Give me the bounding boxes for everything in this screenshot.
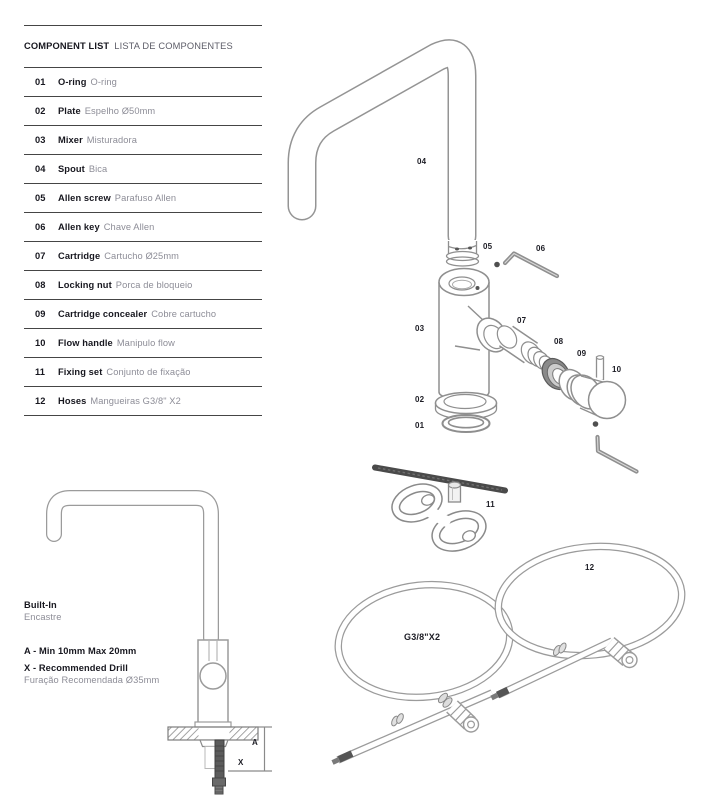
component-row-07: [24, 241, 262, 270]
callout-07: 07: [517, 316, 527, 325]
component-number: 12: [35, 395, 46, 406]
callout-01: 01: [415, 421, 425, 430]
component-number: 05: [35, 192, 46, 203]
dimension-a-label: A: [252, 738, 258, 747]
builtin-title-pt: Encastre: [24, 612, 62, 623]
hose-right-drawing: [492, 538, 688, 698]
component-name-en: Fixing set: [58, 366, 103, 377]
list-title-pt: LISTA DE COMPONENTES: [114, 41, 233, 52]
callout-04: 04: [417, 157, 427, 166]
component-number: 04: [35, 163, 46, 174]
component-row-04: [24, 154, 262, 183]
oring-drawing: [443, 415, 490, 432]
component-name-pt: Misturadora: [86, 134, 137, 145]
component-row-08: [24, 270, 262, 299]
component-name-en: Allen key: [58, 221, 100, 232]
callout-08: 08: [554, 337, 564, 346]
hose-size-label: G3/8"X2: [404, 632, 441, 642]
builtin-title-en: Built-In: [24, 600, 57, 610]
component-name-en: Mixer: [58, 134, 83, 145]
component-name-pt: Bica: [88, 163, 108, 174]
spout-connector-drawing: [447, 240, 479, 266]
component-row-11: [24, 357, 262, 386]
component-name-pt: Chave Allen: [103, 221, 155, 232]
dimension-x-label: X: [238, 758, 244, 767]
component-name-pt: Espelho Ø50mm: [84, 105, 156, 116]
component-name-en: Plate: [58, 105, 81, 116]
allen-key-top-drawing: [505, 254, 557, 277]
component-name-pt: Cobre cartucho: [151, 308, 217, 319]
callout-09: 09: [577, 349, 587, 358]
handle-screw-drawing: [593, 421, 599, 427]
list-title-en: COMPONENT LIST: [24, 41, 110, 52]
component-name-en: Locking nut: [58, 279, 112, 290]
component-number: 02: [35, 105, 46, 116]
builtin-dim-a: A - Min 10mm Max 20mm: [24, 646, 137, 657]
component-name-en: Cartridge concealer: [58, 308, 148, 319]
component-number: 03: [35, 134, 46, 145]
component-number: 06: [35, 221, 46, 232]
component-number: 01: [35, 76, 46, 87]
component-number: 10: [35, 337, 46, 348]
component-name-en: Cartridge: [58, 250, 101, 261]
component-number: 08: [35, 279, 46, 290]
component-row-03: [24, 125, 262, 154]
component-name-pt: Parafuso Allen: [114, 192, 177, 203]
component-name-en: Flow handle: [58, 337, 113, 348]
component-number: 07: [35, 250, 46, 261]
callout-10: 10: [612, 365, 622, 374]
allen-screw-drawing: [494, 262, 500, 268]
callout-11: 11: [486, 500, 495, 509]
component-name-pt: Manipulo flow: [116, 337, 175, 348]
hose-left-drawing: [333, 576, 516, 762]
component-name-pt: Porca de bloqueio: [115, 279, 193, 290]
callout-03: 03: [415, 324, 425, 333]
callout-05: 05: [483, 242, 493, 251]
component-name-pt: Cartucho Ø25mm: [104, 250, 180, 261]
builtin-info-block: [24, 599, 204, 686]
builtin-dim-x-pt: Furação Recomendada Ø35mm: [24, 675, 160, 686]
callout-12: 12: [585, 563, 595, 572]
component-row-09: [24, 299, 262, 328]
component-list-panel: [24, 25, 262, 416]
component-number: 09: [35, 308, 46, 319]
component-row-06: [24, 212, 262, 241]
component-name-en: Allen screw: [58, 192, 111, 203]
allen-key-bottom-drawing: [598, 437, 637, 472]
component-row-02: [24, 96, 262, 125]
fixing-set-drawing: [375, 468, 505, 554]
callout-06: 06: [536, 244, 546, 253]
component-row-12: [24, 386, 262, 415]
component-name-pt: Conjunto de fixação: [106, 366, 191, 377]
component-list-title: [24, 26, 262, 67]
component-row-05: [24, 183, 262, 212]
component-row-10: [24, 328, 262, 357]
component-name-en: Hoses: [58, 395, 87, 406]
component-name-en: Spout: [58, 163, 85, 174]
builtin-dim-x-en: X - Recommended Drill: [24, 663, 128, 674]
component-row-01: [24, 67, 262, 96]
callout-02: 02: [415, 395, 425, 404]
component-number: 11: [35, 366, 46, 377]
component-name-pt: Mangueiras G3/8" X2: [90, 395, 181, 406]
component-name-pt: O-ring: [90, 76, 117, 87]
spout-drawing: [302, 54, 462, 236]
component-name-en: O-ring: [58, 76, 87, 87]
